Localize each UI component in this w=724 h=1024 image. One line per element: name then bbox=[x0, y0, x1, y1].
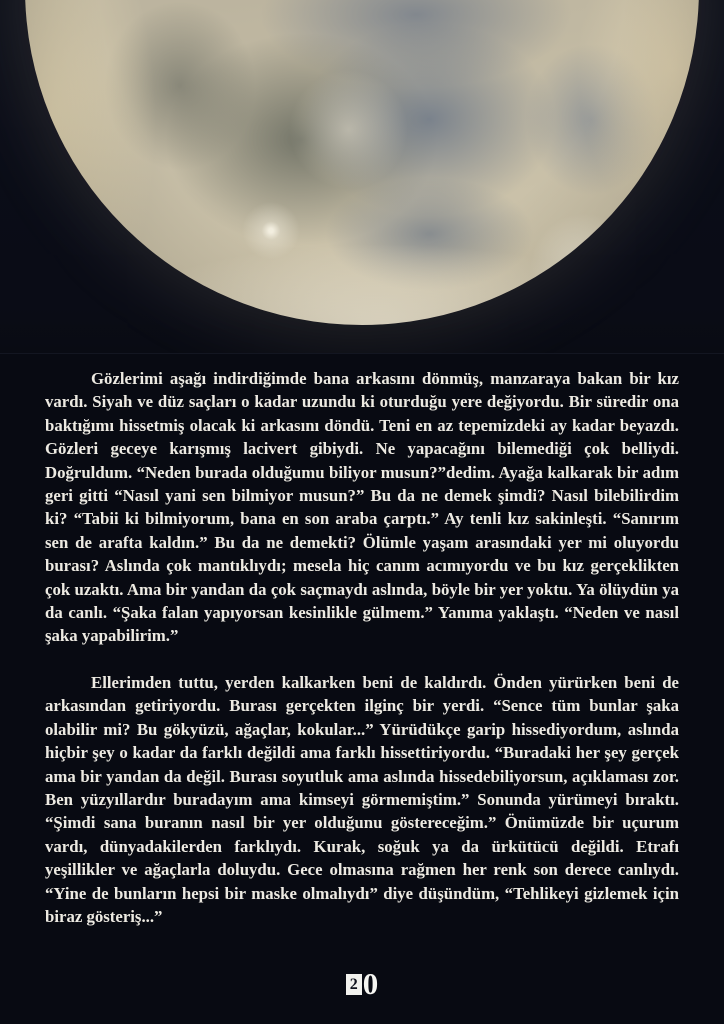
story-paragraph-2: Ellerimden tuttu, yerden kalkarken beni de kaldırdı. Önden yürürken beni de arkasından getiriyordu. Burası gerçekten ilginç bir yerdi. “Sence tüm bunlar şaka olabilir mi? Bu gökyüzü, ağaçlar, kokular...” Yürüdükçe garip hissediyordum, aslında hiçbir şey o kadar da farklı değildi ama farklı hissettiriyordu. “Buradaki her şey gerçek ama bir yandan da değil. Burası soyutluk ama aslında hissedebiliyorsun, açıklaması zor. Ben yüzyıllardır buradayım ama kimseyi görmemiştim.” Sonunda yürümeyi bıraktı. “Şimdi sana buranın nasıl bir yer olduğunu göstereceğim.” Önümüzde bir uçurum vardı, dünyadakilerden farklıydı. Kurak, soğuk ya da ürkütücü değildi. Etrafı yeşillikler ve ağaçlarla doluydu. Gece olmasına rağmen her renk son derece canlıydı. “Yine de bunların hepsi bir maske olmalıydı” diye düşündüm, “Tehlikeyi gizlemek için biraz gösteriş...” bbox=[45, 672, 679, 926]
page-number bbox=[0, 966, 724, 1001]
moon-photo bbox=[0, 0, 724, 354]
page-number-boxed-digit: 2 bbox=[346, 974, 362, 995]
story-text bbox=[45, 367, 679, 928]
story-paragraph-1: Gözlerimi aşağı indirdiğimde bana arkasını dönmüş, manzaraya bakan bir kız vardı. Siyah ve düz saçları o kadar uzundu ki oturduğu yere değiyordu. Bir süredir ona baktığımı hissetmiş olacak ki arkasını döndü. Teni en az tepemizdeki ay kadar beyazdı. Gözleri geceye karışmış lacivert gibiydi. Ne yapacağını bilemediği çok belliydi. Doğruldum. “Neden burada olduğumu biliyor musun?”dedim. Ayağa kalkarak bir adım geri gitti “Nasıl yani sen bilmiyor musun?” Bu da ne demek şimdi? Nasıl bilebilirdim ki? “Tabii ki bilmiyorum, bana en son araba çarptı.” Ay tenli kız sakinleşti. “Sanırım sen de arafta kaldın.” Bu da ne demekti? Ölümle yaşam arasındaki yer mi oluyordu burası? Aslında çok mantıklıydı; mesela hiç canım acımıyordu ve bu kız gerçeklikten çok uzaktı. Ama bir yandan da çok saçmaydı aslında, böyle bir yer yoktu. Ya ölüydün ya da canlı. “Şaka falan yapıyorsan kesinlikle gülmem.” Yanıma yaklaştı. “Neden ve nasıl şaka yapabilirim.” bbox=[45, 369, 679, 646]
moon-image bbox=[25, 0, 699, 325]
page-number-plain-digit: 0 bbox=[362, 966, 379, 1001]
